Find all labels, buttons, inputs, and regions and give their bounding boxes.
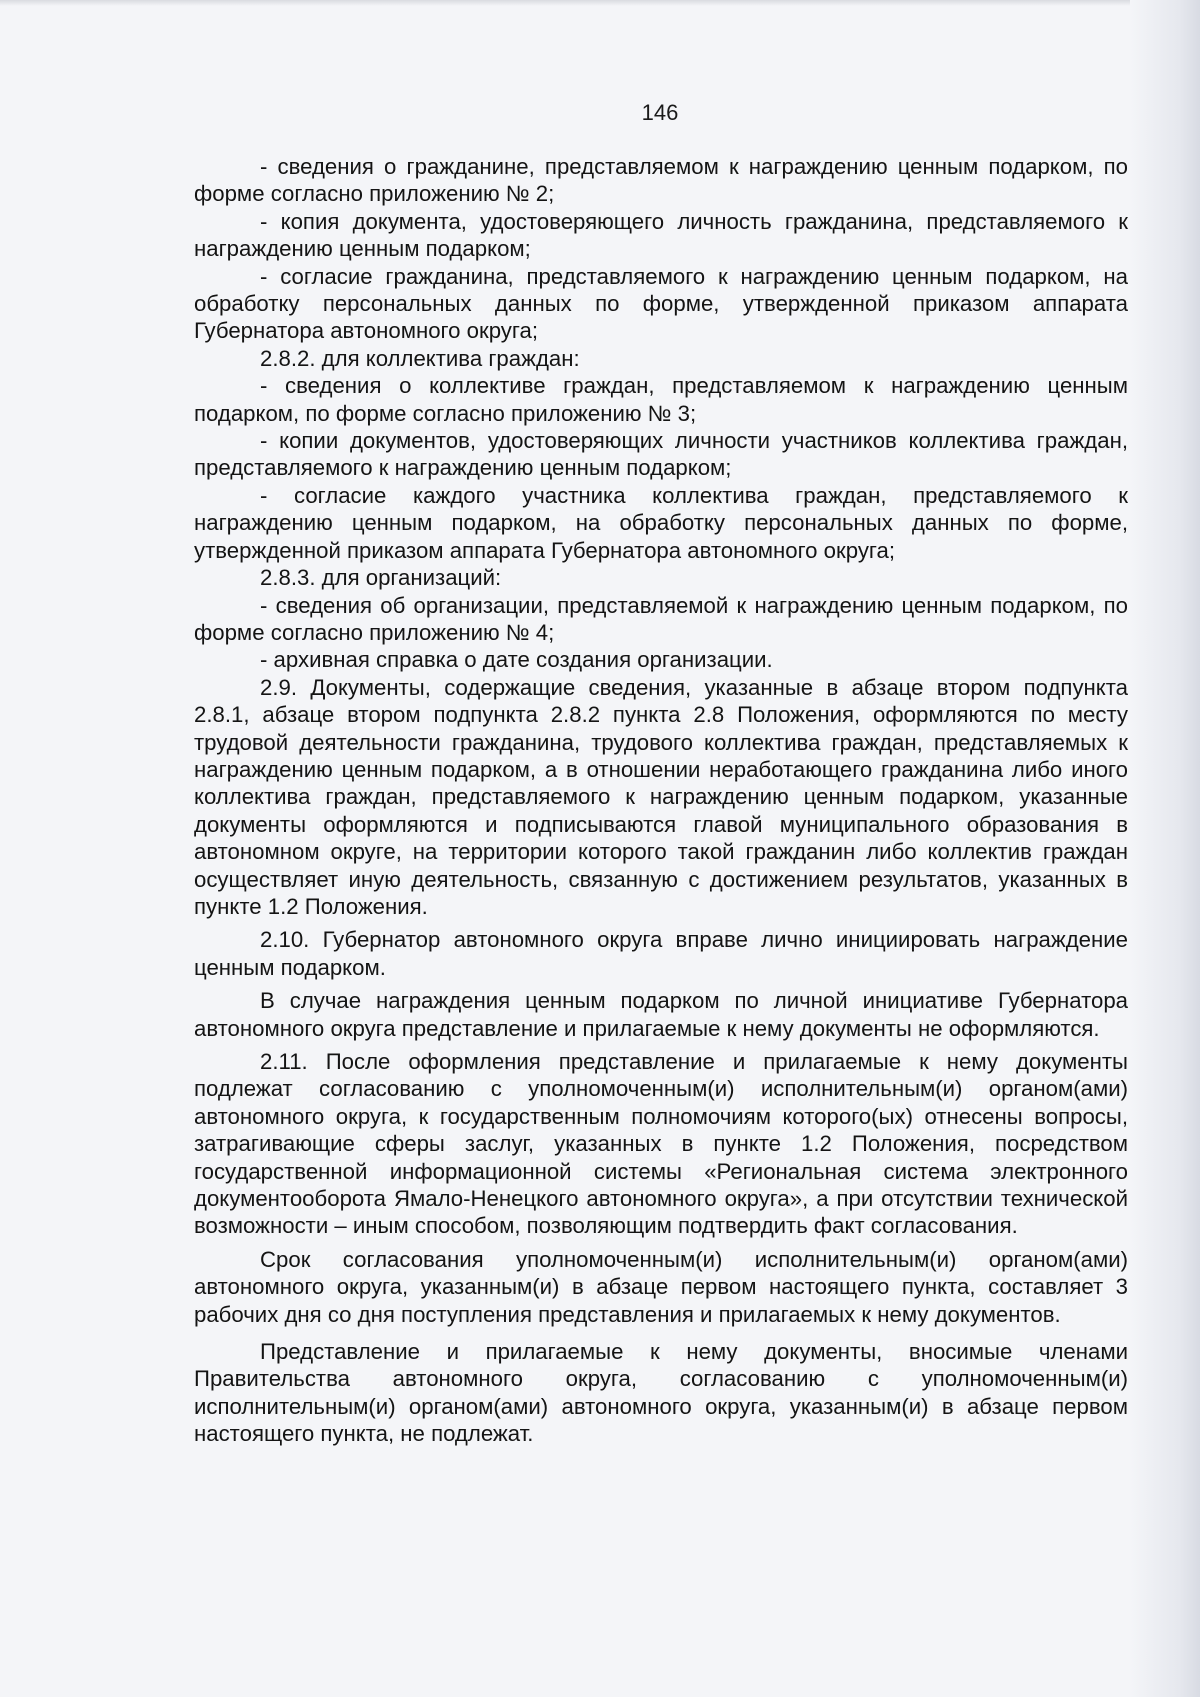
document-body	[194, 153, 1128, 1448]
paragraph: - согласие каждого участника коллектива граждан, представляемого к награждению ценным подарком, на обработку персональных данных по форме, утвержденной приказом аппарата Губернатора автономного округа;	[194, 482, 1128, 563]
paragraph: 2.10. Губернатор автономного округа вправе лично инициировать награждение ценным подарком.	[194, 927, 1128, 980]
paragraph: Представление и прилагаемые к нему документы, вносимые членами Правительства автономного округа, согласованию с уполномоченным(и) исполнительным(и) органом(ами) автономного округа, указанным(и) в абзаце первом настоящего пункта, не подлежат.	[194, 1339, 1128, 1447]
paragraph: 2.11. После оформления представление и прилагаемые к нему документы подлежат согласованию с уполномоченным(и) исполнительным(и) органом(ами) автономного округа, к государственным полномочиям которого(ых) отнесены вопросы, затрагивающие сферы заслуг, указанных в пункте 1.2 Положения, посредством государственной информационной системы «Региональная система электронного документооборота Ямало-Ненецкого автономного округа», а при отсутствии технической возможности – иным способом, позволяющим подтвердить факт согласования.	[194, 1049, 1128, 1239]
paragraph: - сведения об организации, представляемой к награждению ценным подарком, по форме согласно приложению № 4;	[194, 592, 1128, 645]
paragraph: В случае награждения ценным подарком по личной инициативе Губернатора автономного округа представление и прилагаемые к нему документы не оформляются.	[194, 988, 1128, 1041]
scan-edge	[0, 0, 1200, 6]
paragraph: - сведения о гражданине, представляемом к награждению ценным подарком, по форме согласно приложению № 2;	[194, 154, 1128, 207]
paragraph: Срок согласования уполномоченным(и) исполнительным(и) органом(ами) автономного округа, указанным(и) в абзаце первом настоящего пункта, составляет 3 рабочих дня со дня поступления представления и прилагаемых к нему документов.	[194, 1246, 1128, 1327]
paragraph: - копия документа, удостоверяющего личность гражданина, представляемого к награждению ценным подарком;	[194, 208, 1128, 262]
paragraph: - согласие гражданина, представляемого к награждению ценным подарком, на обработку персональных данных по форме, утвержденной приказом аппарата Губернатора автономного округа;	[194, 263, 1128, 344]
paragraph: - копии документов, удостоверяющих личности участников коллектива граждан, представляемого к награждению ценным подарком;	[194, 428, 1128, 481]
paragraph: 2.8.2. для коллектива граждан:	[260, 345, 580, 371]
paragraph: - архивная справка о дате создания организации.	[260, 647, 773, 673]
paragraph: 2.9. Документы, содержащие сведения, указанные в абзаце втором подпункта 2.8.1, абзаце втором подпункта 2.8.2 пункта 2.8 Положения, оформляются по месту трудовой деятельности гражданина, трудового коллектива граждан, представляемых к награждению ценным подарком, а в отношении неработающего гражданина либо иного коллектива граждан, представляемого к награждению ценным подарком, указанные документы оформляются и подписываются главой муниципального образования в автономном округе, на территории которого такой гражданин либо коллектив граждан осуществляет иную деятельность, связанную с достижением результатов, указанных в пункте 1.2 Положения.	[194, 674, 1128, 919]
page-number: 146	[641, 100, 679, 125]
scan-edge-shadow	[1130, 0, 1200, 1697]
paragraph: - сведения о коллективе граждан, представляемом к награждению ценным подарком, по форме согласно приложению № 3;	[194, 373, 1128, 426]
paragraph: 2.8.3. для организаций:	[260, 565, 502, 591]
